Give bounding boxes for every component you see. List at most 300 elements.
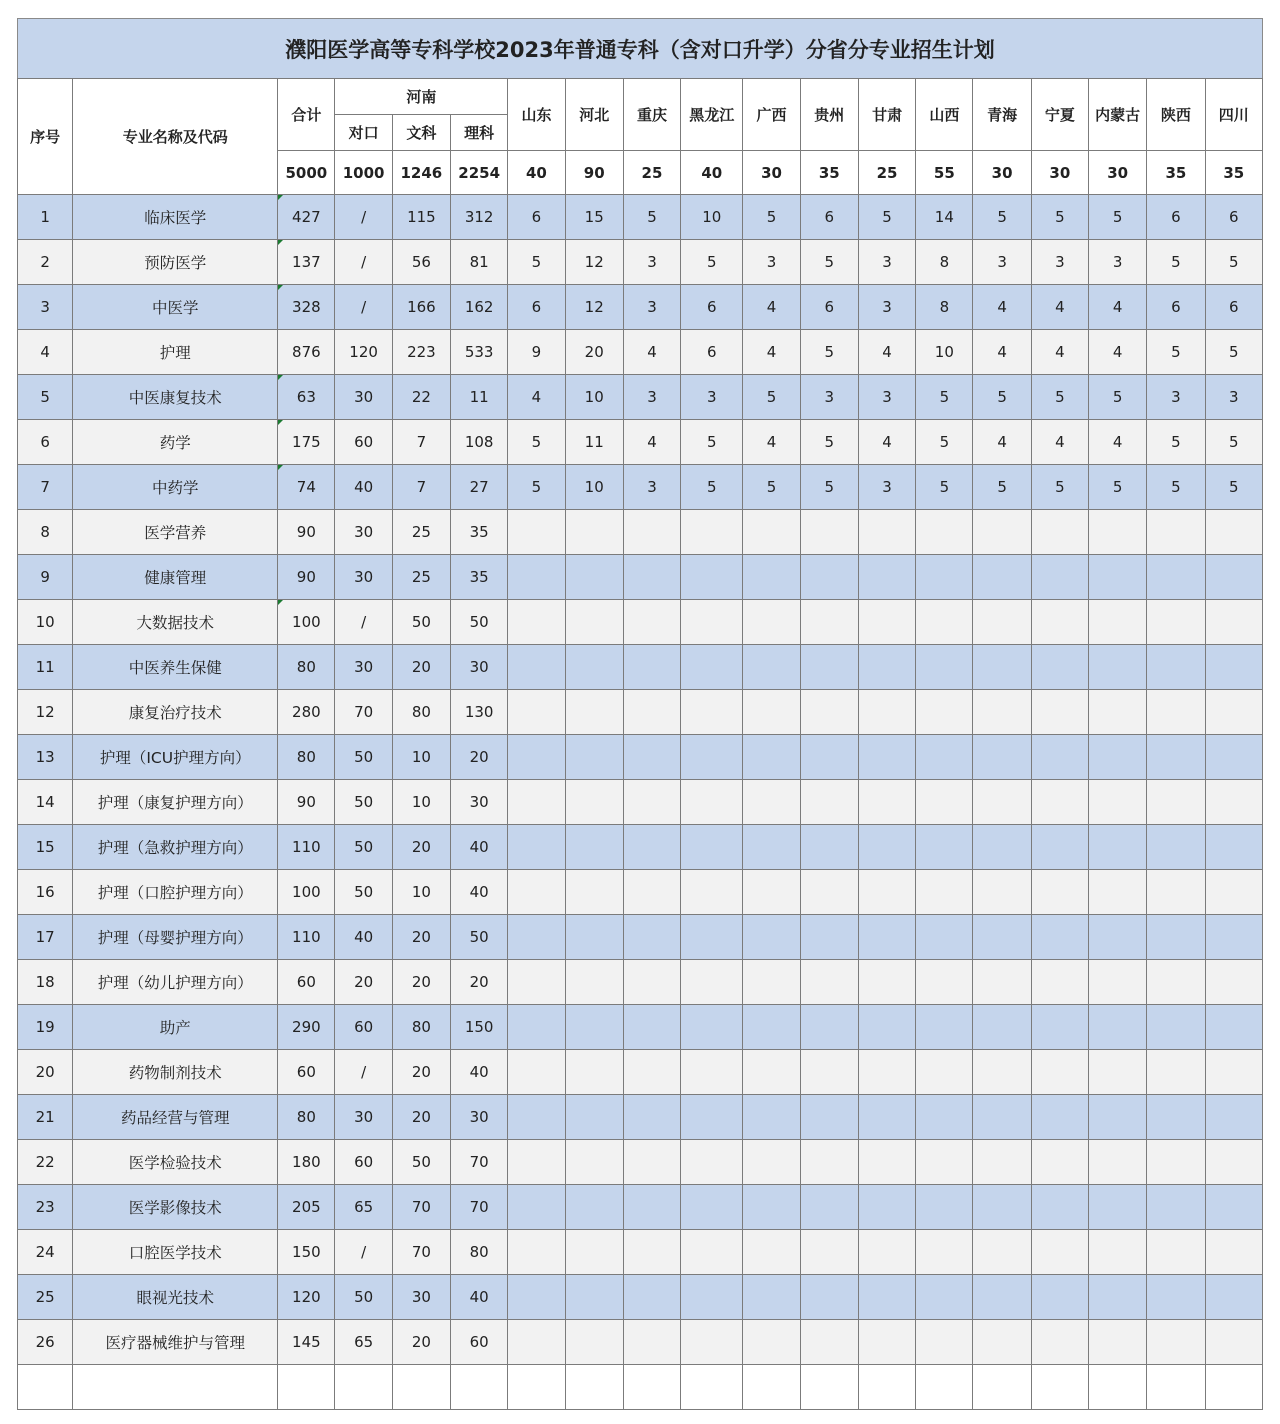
row-province-value: 10	[916, 330, 973, 375]
row-province-value	[1031, 1140, 1088, 1185]
row-province-value: 5	[973, 465, 1031, 510]
row-index: 2	[18, 240, 73, 285]
row-province-value	[916, 1320, 973, 1365]
row-total-value: 110	[292, 838, 321, 856]
row-province-value: 4	[743, 420, 800, 465]
row-province-value: 4	[1031, 420, 1088, 465]
row-province-value	[623, 870, 680, 915]
row-province-value	[681, 915, 743, 960]
row-province-value: 3	[858, 285, 915, 330]
blank-cell	[681, 1365, 743, 1410]
row-province-value	[1205, 960, 1262, 1005]
row-total-value: 60	[296, 1063, 316, 1081]
row-province-value	[743, 555, 800, 600]
total-province: 40	[508, 151, 565, 195]
row-province-value: 5	[858, 195, 915, 240]
row-province-value	[916, 510, 973, 555]
row-major-name: 助产	[73, 1005, 278, 1050]
row-province-value	[916, 1275, 973, 1320]
row-total-value: 63	[296, 388, 316, 406]
row-province-value: 5	[1147, 420, 1205, 465]
row-index: 14	[18, 780, 73, 825]
row-total	[278, 690, 335, 735]
row-major-name: 眼视光技术	[73, 1275, 278, 1320]
row-province-value	[623, 510, 680, 555]
row-province-value	[916, 1230, 973, 1275]
row-province-value	[858, 915, 915, 960]
row-major-name: 中医学	[73, 285, 278, 330]
row-province-value	[1147, 735, 1205, 780]
enrollment-sheet	[17, 18, 1263, 1410]
table-row	[18, 600, 1263, 645]
row-province-value	[681, 1095, 743, 1140]
row-province-value	[858, 1095, 915, 1140]
row-province-value	[800, 870, 858, 915]
row-total	[278, 375, 335, 420]
row-major-name: 医学检验技术	[73, 1140, 278, 1185]
row-province-value	[858, 510, 915, 555]
blank-cell	[18, 1365, 73, 1410]
row-province-value: 4	[743, 285, 800, 330]
row-total-value: 180	[292, 1153, 321, 1171]
table-row	[18, 1275, 1263, 1320]
row-province-value	[623, 1185, 680, 1230]
row-henan-value: 50	[392, 1140, 450, 1185]
row-province-value: 4	[1089, 330, 1147, 375]
row-major-name: 护理（母婴护理方向）	[73, 915, 278, 960]
row-total	[278, 1050, 335, 1095]
row-province-value: 5	[681, 465, 743, 510]
blank-cell	[916, 1365, 973, 1410]
row-province-value	[623, 1050, 680, 1095]
blank-cell	[508, 1365, 565, 1410]
table-body	[18, 195, 1263, 1410]
row-province-value	[743, 600, 800, 645]
row-henan-value: /	[335, 1230, 392, 1275]
row-henan-value: 70	[392, 1185, 450, 1230]
row-province-value	[1147, 690, 1205, 735]
row-index: 7	[18, 465, 73, 510]
row-province-value: 5	[1147, 240, 1205, 285]
header-province: 山西	[916, 79, 973, 151]
row-province-value: 4	[973, 285, 1031, 330]
row-province-value: 5	[743, 375, 800, 420]
blank-cell	[73, 1365, 278, 1410]
row-province-value	[1147, 915, 1205, 960]
row-major-name: 医学影像技术	[73, 1185, 278, 1230]
row-henan-value: 35	[451, 555, 508, 600]
row-province-value	[681, 1050, 743, 1095]
row-henan-value: /	[335, 240, 392, 285]
total-henan: 1246	[392, 151, 450, 195]
cell-comment-marker-icon	[278, 465, 283, 470]
row-total-value: 80	[296, 658, 316, 676]
row-index: 23	[18, 1185, 73, 1230]
row-major-name: 医学营养	[73, 510, 278, 555]
total-province: 25	[858, 151, 915, 195]
row-province-value	[743, 1005, 800, 1050]
row-province-value	[1205, 825, 1262, 870]
row-province-value: 4	[1031, 285, 1088, 330]
row-henan-value: 65	[335, 1320, 392, 1365]
total-province: 55	[916, 151, 973, 195]
row-province-value: 5	[623, 195, 680, 240]
row-major-name: 护理（幼儿护理方向）	[73, 960, 278, 1005]
row-index: 26	[18, 1320, 73, 1365]
row-province-value	[916, 825, 973, 870]
row-total-value: 175	[292, 433, 321, 451]
row-province-value	[800, 1050, 858, 1095]
row-province-value	[858, 645, 915, 690]
blank-cell	[392, 1365, 450, 1410]
row-province-value	[1205, 870, 1262, 915]
blank-cell	[451, 1365, 508, 1410]
row-province-value: 3	[1205, 375, 1262, 420]
row-province-value: 5	[743, 465, 800, 510]
row-province-value	[1205, 555, 1262, 600]
row-province-value	[858, 555, 915, 600]
row-province-value	[1089, 555, 1147, 600]
row-province-value	[508, 1320, 565, 1365]
table-row	[18, 960, 1263, 1005]
header-henan-like: 理科	[451, 115, 508, 151]
row-province-value	[1089, 1185, 1147, 1230]
blank-cell	[858, 1365, 915, 1410]
row-total	[278, 330, 335, 375]
row-province-value: 5	[1089, 465, 1147, 510]
row-henan-value: 11	[451, 375, 508, 420]
row-province-value	[1031, 735, 1088, 780]
row-province-value: 4	[1089, 285, 1147, 330]
row-province-value: 5	[508, 240, 565, 285]
row-henan-value: 115	[392, 195, 450, 240]
header-row-1	[18, 79, 1263, 115]
row-province-value	[565, 960, 623, 1005]
row-province-value	[681, 780, 743, 825]
row-province-value	[973, 645, 1031, 690]
blank-cell	[623, 1365, 680, 1410]
row-province-value	[565, 780, 623, 825]
header-province: 内蒙古	[1089, 79, 1147, 151]
row-province-value	[1205, 1140, 1262, 1185]
row-province-value	[623, 780, 680, 825]
row-henan-value: 80	[392, 690, 450, 735]
table-row	[18, 420, 1263, 465]
row-province-value	[1031, 870, 1088, 915]
row-province-value	[973, 1230, 1031, 1275]
row-total-value: 100	[292, 883, 321, 901]
row-province-value	[858, 1005, 915, 1050]
row-province-value	[623, 1005, 680, 1050]
row-province-value: 5	[1147, 330, 1205, 375]
row-province-value: 5	[681, 240, 743, 285]
row-henan-value: 35	[451, 510, 508, 555]
row-henan-value: 25	[392, 555, 450, 600]
row-total	[278, 600, 335, 645]
row-henan-value: 120	[335, 330, 392, 375]
row-major-name: 中医养生保健	[73, 645, 278, 690]
row-index: 6	[18, 420, 73, 465]
row-province-value	[508, 1050, 565, 1095]
row-province-value	[508, 870, 565, 915]
header-province: 陕西	[1147, 79, 1205, 151]
row-total-value: 876	[292, 343, 321, 361]
row-province-value: 6	[508, 285, 565, 330]
row-henan-value: 60	[451, 1320, 508, 1365]
row-province-value	[973, 1095, 1031, 1140]
row-major-name: 护理（急救护理方向）	[73, 825, 278, 870]
row-major-name: 护理（ICU护理方向）	[73, 735, 278, 780]
row-province-value: 8	[916, 240, 973, 285]
row-province-value	[1205, 1185, 1262, 1230]
row-province-value	[681, 1320, 743, 1365]
row-total	[278, 555, 335, 600]
row-province-value	[681, 510, 743, 555]
row-province-value	[800, 1230, 858, 1275]
header-province: 黑龙江	[681, 79, 743, 151]
row-province-value: 5	[916, 375, 973, 420]
row-province-value	[1089, 510, 1147, 555]
row-total	[278, 735, 335, 780]
row-province-value	[800, 1005, 858, 1050]
table-row	[18, 645, 1263, 690]
row-province-value: 15	[565, 195, 623, 240]
row-henan-value: 20	[392, 825, 450, 870]
cell-comment-marker-icon	[278, 285, 283, 290]
row-province-value	[1147, 1275, 1205, 1320]
cell-comment-marker-icon	[278, 240, 283, 245]
row-henan-value: 30	[451, 780, 508, 825]
row-province-value: 6	[800, 195, 858, 240]
row-province-value	[743, 735, 800, 780]
row-province-value	[858, 690, 915, 735]
row-province-value	[565, 1140, 623, 1185]
cell-comment-marker-icon	[278, 600, 283, 605]
blank-row	[18, 1365, 1263, 1410]
row-henan-value: 30	[335, 555, 392, 600]
row-total	[278, 240, 335, 285]
row-total	[278, 1005, 335, 1050]
row-province-value	[623, 1140, 680, 1185]
row-province-value	[1147, 960, 1205, 1005]
row-province-value	[1147, 510, 1205, 555]
row-henan-value: 56	[392, 240, 450, 285]
row-province-value: 5	[743, 195, 800, 240]
row-province-value: 5	[1089, 195, 1147, 240]
row-province-value	[1089, 1140, 1147, 1185]
row-province-value	[973, 600, 1031, 645]
row-total	[278, 780, 335, 825]
row-total	[278, 1185, 335, 1230]
row-henan-value: 70	[451, 1185, 508, 1230]
row-province-value	[973, 1140, 1031, 1185]
header-major: 专业名称及代码	[73, 79, 278, 195]
row-province-value: 5	[1031, 375, 1088, 420]
row-henan-value: 25	[392, 510, 450, 555]
row-total-value: 90	[296, 523, 316, 541]
row-henan-value: 20	[392, 645, 450, 690]
row-henan-value: 70	[392, 1230, 450, 1275]
row-province-value: 8	[916, 285, 973, 330]
row-province-value	[800, 1185, 858, 1230]
blank-cell	[1147, 1365, 1205, 1410]
row-province-value	[1031, 960, 1088, 1005]
row-province-value: 4	[858, 420, 915, 465]
row-index: 18	[18, 960, 73, 1005]
row-henan-value: 30	[451, 1095, 508, 1140]
row-province-value: 5	[508, 465, 565, 510]
row-province-value: 6	[681, 285, 743, 330]
row-index: 25	[18, 1275, 73, 1320]
row-province-value	[508, 1095, 565, 1140]
row-province-value	[1147, 1185, 1205, 1230]
row-province-value	[1031, 1275, 1088, 1320]
row-henan-value: 70	[335, 690, 392, 735]
total-overall: 5000	[278, 151, 335, 195]
row-province-value	[623, 915, 680, 960]
row-province-value	[1147, 555, 1205, 600]
row-henan-value: 40	[335, 465, 392, 510]
row-province-value: 3	[858, 375, 915, 420]
row-major-name: 临床医学	[73, 195, 278, 240]
row-total-value: 145	[292, 1333, 321, 1351]
row-henan-value: 7	[392, 465, 450, 510]
row-province-value: 10	[565, 375, 623, 420]
row-province-value	[800, 825, 858, 870]
row-province-value	[1031, 600, 1088, 645]
row-province-value	[508, 510, 565, 555]
row-province-value	[1147, 1005, 1205, 1050]
row-province-value	[565, 1005, 623, 1050]
row-henan-value: 10	[392, 780, 450, 825]
row-province-value	[743, 1185, 800, 1230]
row-index: 8	[18, 510, 73, 555]
row-province-value	[743, 1320, 800, 1365]
row-henan-value: 60	[335, 420, 392, 465]
row-province-value: 5	[800, 330, 858, 375]
row-major-name: 药品经营与管理	[73, 1095, 278, 1140]
row-province-value	[508, 825, 565, 870]
cell-comment-marker-icon	[278, 420, 283, 425]
row-province-value	[858, 735, 915, 780]
row-province-value	[800, 735, 858, 780]
row-province-value	[681, 555, 743, 600]
row-province-value	[973, 690, 1031, 735]
row-major-name: 健康管理	[73, 555, 278, 600]
row-major-name: 中医康复技术	[73, 375, 278, 420]
row-province-value	[1205, 1230, 1262, 1275]
row-province-value	[1031, 1095, 1088, 1140]
header-province: 甘肃	[858, 79, 915, 151]
row-province-value	[623, 555, 680, 600]
row-province-value	[916, 960, 973, 1005]
row-province-value	[565, 645, 623, 690]
row-province-value	[623, 645, 680, 690]
header-province: 贵州	[800, 79, 858, 151]
row-province-value	[1205, 1320, 1262, 1365]
row-province-value	[916, 870, 973, 915]
row-province-value	[623, 600, 680, 645]
row-province-value	[1205, 1050, 1262, 1095]
table-row	[18, 375, 1263, 420]
row-province-value	[916, 1185, 973, 1230]
row-province-value	[1089, 1005, 1147, 1050]
row-province-value	[565, 915, 623, 960]
row-province-value	[1205, 780, 1262, 825]
table-row	[18, 1095, 1263, 1140]
row-province-value: 5	[800, 420, 858, 465]
row-henan-value: 7	[392, 420, 450, 465]
row-province-value	[565, 510, 623, 555]
row-province-value: 3	[623, 240, 680, 285]
row-province-value: 4	[858, 330, 915, 375]
row-province-value: 5	[1205, 330, 1262, 375]
row-province-value	[973, 1320, 1031, 1365]
row-province-value	[508, 1005, 565, 1050]
row-henan-value: 40	[451, 1050, 508, 1095]
row-province-value	[1089, 1320, 1147, 1365]
table-row	[18, 1140, 1263, 1185]
row-province-value	[565, 825, 623, 870]
row-province-value	[916, 1095, 973, 1140]
header-province: 青海	[973, 79, 1031, 151]
row-province-value: 3	[1089, 240, 1147, 285]
row-province-value	[858, 960, 915, 1005]
row-province-value	[743, 1050, 800, 1095]
row-province-value	[623, 825, 680, 870]
row-total-value: 290	[292, 1018, 321, 1036]
row-province-value	[1205, 735, 1262, 780]
total-province: 35	[1147, 151, 1205, 195]
row-index: 1	[18, 195, 73, 240]
table-row	[18, 1005, 1263, 1050]
row-index: 20	[18, 1050, 73, 1095]
row-index: 3	[18, 285, 73, 330]
row-province-value	[623, 1230, 680, 1275]
row-province-value	[1205, 690, 1262, 735]
row-province-value: 6	[681, 330, 743, 375]
row-index: 12	[18, 690, 73, 735]
row-province-value: 12	[565, 285, 623, 330]
row-province-value	[1031, 510, 1088, 555]
row-province-value: 3	[743, 240, 800, 285]
row-province-value: 4	[1089, 420, 1147, 465]
total-province: 90	[565, 151, 623, 195]
row-province-value	[800, 780, 858, 825]
row-province-value	[508, 645, 565, 690]
row-province-value	[681, 1275, 743, 1320]
row-province-value: 3	[623, 465, 680, 510]
row-henan-value: 40	[451, 1275, 508, 1320]
row-province-value	[800, 915, 858, 960]
header-province: 河北	[565, 79, 623, 151]
row-province-value	[508, 690, 565, 735]
row-henan-value: 40	[335, 915, 392, 960]
row-province-value	[1147, 1095, 1205, 1140]
row-henan-value: 30	[335, 510, 392, 555]
row-province-value	[1031, 780, 1088, 825]
row-province-value: 3	[1031, 240, 1088, 285]
row-province-value: 5	[1031, 465, 1088, 510]
row-province-value	[1089, 825, 1147, 870]
row-henan-value: 533	[451, 330, 508, 375]
row-henan-value: 20	[392, 915, 450, 960]
row-province-value	[973, 1050, 1031, 1095]
row-province-value	[681, 690, 743, 735]
row-province-value	[681, 735, 743, 780]
row-province-value	[800, 645, 858, 690]
row-province-value	[858, 780, 915, 825]
